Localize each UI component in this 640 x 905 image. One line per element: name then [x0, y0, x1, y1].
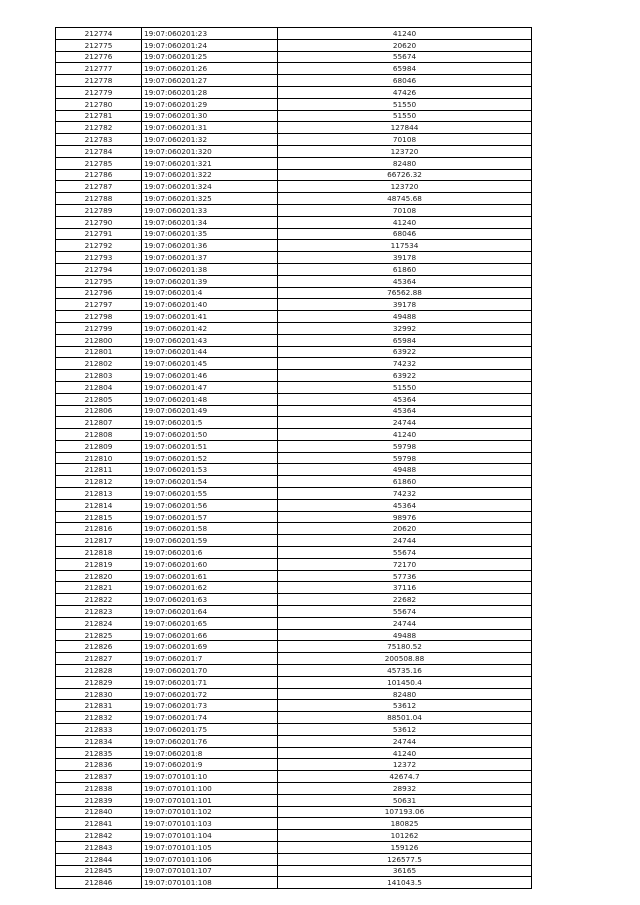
- table-row: [56, 735, 532, 747]
- row-number-cell: 212800: [56, 334, 142, 346]
- cadastral-number-cell: 19:07:070101:10: [142, 771, 278, 783]
- cadastral-number-cell: 19:07:060201:23: [142, 28, 278, 40]
- cadastral-value-table: [55, 27, 532, 889]
- cadastral-number-cell: 19:07:060201:4: [142, 287, 278, 299]
- table-row: [56, 263, 532, 275]
- row-number-cell: 212838: [56, 783, 142, 795]
- table-row: [56, 570, 532, 582]
- value-cell: 55674: [278, 547, 532, 559]
- cadastral-number-cell: 19:07:060201:35: [142, 228, 278, 240]
- value-cell: 75180.52: [278, 641, 532, 653]
- cadastral-number-cell: 19:07:060201:9: [142, 759, 278, 771]
- cadastral-number-cell: 19:07:060201:70: [142, 665, 278, 677]
- value-cell: 51550: [278, 381, 532, 393]
- cadastral-number-cell: 19:07:060201:64: [142, 606, 278, 618]
- table-row: [56, 228, 532, 240]
- cadastral-number-cell: 19:07:060201:24: [142, 39, 278, 51]
- cadastral-number-cell: 19:07:060201:27: [142, 75, 278, 87]
- value-cell: 76562.88: [278, 287, 532, 299]
- row-number-cell: 212778: [56, 75, 142, 87]
- row-number-cell: 212844: [56, 853, 142, 865]
- row-number-cell: 212812: [56, 476, 142, 488]
- cadastral-number-cell: 19:07:060201:56: [142, 499, 278, 511]
- table-row: [56, 665, 532, 677]
- cadastral-number-cell: 19:07:060201:42: [142, 322, 278, 334]
- cadastral-number-cell: 19:07:060201:45: [142, 358, 278, 370]
- value-cell: 20620: [278, 39, 532, 51]
- cadastral-number-cell: 19:07:070101:108: [142, 877, 278, 889]
- table-row: [56, 535, 532, 547]
- table-row: [56, 688, 532, 700]
- cadastral-number-cell: 19:07:060201:48: [142, 393, 278, 405]
- value-cell: 24744: [278, 735, 532, 747]
- table-row: [56, 63, 532, 75]
- value-cell: 20620: [278, 523, 532, 535]
- value-cell: 41240: [278, 28, 532, 40]
- row-number-cell: 212802: [56, 358, 142, 370]
- cadastral-number-cell: 19:07:060201:53: [142, 464, 278, 476]
- value-cell: 61860: [278, 263, 532, 275]
- table-row: [56, 582, 532, 594]
- value-cell: 24744: [278, 535, 532, 547]
- cadastral-number-cell: 19:07:060201:47: [142, 381, 278, 393]
- table-row: [56, 794, 532, 806]
- row-number-cell: 212832: [56, 712, 142, 724]
- value-cell: 200508.88: [278, 653, 532, 665]
- table-row: [56, 51, 532, 63]
- value-cell: 101450.4: [278, 676, 532, 688]
- value-cell: 37116: [278, 582, 532, 594]
- cadastral-number-cell: 19:07:060201:25: [142, 51, 278, 63]
- value-cell: 61860: [278, 476, 532, 488]
- value-cell: 45364: [278, 499, 532, 511]
- value-cell: 68046: [278, 75, 532, 87]
- value-cell: 24744: [278, 617, 532, 629]
- row-number-cell: 212834: [56, 735, 142, 747]
- cadastral-number-cell: 19:07:060201:32: [142, 134, 278, 146]
- row-number-cell: 212787: [56, 181, 142, 193]
- row-number-cell: 212801: [56, 346, 142, 358]
- cadastral-number-cell: 19:07:060201:61: [142, 570, 278, 582]
- cadastral-number-cell: 19:07:060201:75: [142, 724, 278, 736]
- row-number-cell: 212798: [56, 311, 142, 323]
- table-row: [56, 216, 532, 228]
- value-cell: 51550: [278, 110, 532, 122]
- row-number-cell: 212806: [56, 405, 142, 417]
- value-cell: 49488: [278, 311, 532, 323]
- value-cell: 82480: [278, 688, 532, 700]
- cadastral-number-cell: 19:07:060201:74: [142, 712, 278, 724]
- cadastral-number-cell: 19:07:060201:31: [142, 122, 278, 134]
- row-number-cell: 212813: [56, 488, 142, 500]
- value-cell: 82480: [278, 157, 532, 169]
- table-row: [56, 275, 532, 287]
- row-number-cell: 212814: [56, 499, 142, 511]
- value-cell: 32992: [278, 322, 532, 334]
- value-cell: 180825: [278, 818, 532, 830]
- cadastral-number-cell: 19:07:060201:65: [142, 617, 278, 629]
- value-cell: 45364: [278, 393, 532, 405]
- cadastral-number-cell: 19:07:060201:76: [142, 735, 278, 747]
- cadastral-number-cell: 19:07:060201:30: [142, 110, 278, 122]
- cadastral-number-cell: 19:07:060201:73: [142, 700, 278, 712]
- cadastral-number-cell: 19:07:060201:322: [142, 169, 278, 181]
- row-number-cell: 212810: [56, 452, 142, 464]
- table-row: [56, 865, 532, 877]
- row-number-cell: 212784: [56, 145, 142, 157]
- table-row: [56, 405, 532, 417]
- cadastral-number-cell: 19:07:060201:33: [142, 204, 278, 216]
- row-number-cell: 212829: [56, 676, 142, 688]
- table-row: [56, 98, 532, 110]
- value-cell: 74232: [278, 358, 532, 370]
- cadastral-number-cell: 19:07:060201:72: [142, 688, 278, 700]
- value-cell: 74232: [278, 488, 532, 500]
- cadastral-number-cell: 19:07:060201:38: [142, 263, 278, 275]
- table-row: [56, 145, 532, 157]
- value-cell: 55674: [278, 51, 532, 63]
- row-number-cell: 212819: [56, 558, 142, 570]
- row-number-cell: 212818: [56, 547, 142, 559]
- row-number-cell: 212826: [56, 641, 142, 653]
- table-row: [56, 830, 532, 842]
- cadastral-number-cell: 19:07:070101:107: [142, 865, 278, 877]
- table-row: [56, 346, 532, 358]
- value-cell: 127844: [278, 122, 532, 134]
- table-row: [56, 381, 532, 393]
- row-number-cell: 212803: [56, 370, 142, 382]
- table-row: [56, 724, 532, 736]
- cadastral-number-cell: 19:07:070101:103: [142, 818, 278, 830]
- table-row: [56, 547, 532, 559]
- row-number-cell: 212841: [56, 818, 142, 830]
- cadastral-number-cell: 19:07:060201:41: [142, 311, 278, 323]
- cadastral-number-cell: 19:07:060201:55: [142, 488, 278, 500]
- row-number-cell: 212835: [56, 747, 142, 759]
- row-number-cell: 212831: [56, 700, 142, 712]
- row-number-cell: 212842: [56, 830, 142, 842]
- cadastral-number-cell: 19:07:060201:39: [142, 275, 278, 287]
- table-body: [56, 28, 532, 889]
- cadastral-number-cell: 19:07:060201:6: [142, 547, 278, 559]
- table-row: [56, 299, 532, 311]
- value-cell: 117534: [278, 240, 532, 252]
- row-number-cell: 212782: [56, 122, 142, 134]
- cadastral-number-cell: 19:07:060201:26: [142, 63, 278, 75]
- table-row: [56, 783, 532, 795]
- row-number-cell: 212817: [56, 535, 142, 547]
- table-row: [56, 841, 532, 853]
- row-number-cell: 212808: [56, 429, 142, 441]
- cadastral-number-cell: 19:07:060201:60: [142, 558, 278, 570]
- value-cell: 41240: [278, 747, 532, 759]
- cadastral-number-cell: 19:07:060201:324: [142, 181, 278, 193]
- row-number-cell: 212833: [56, 724, 142, 736]
- value-cell: 41240: [278, 216, 532, 228]
- cadastral-number-cell: 19:07:060201:320: [142, 145, 278, 157]
- value-cell: 41240: [278, 429, 532, 441]
- table-row: [56, 240, 532, 252]
- cadastral-number-cell: 19:07:060201:57: [142, 511, 278, 523]
- table-row: [56, 653, 532, 665]
- cadastral-number-cell: 19:07:060201:69: [142, 641, 278, 653]
- cadastral-number-cell: 19:07:070101:106: [142, 853, 278, 865]
- row-number-cell: 212774: [56, 28, 142, 40]
- value-cell: 65984: [278, 334, 532, 346]
- cadastral-number-cell: 19:07:060201:44: [142, 346, 278, 358]
- cadastral-number-cell: 19:07:060201:40: [142, 299, 278, 311]
- value-cell: 88501.04: [278, 712, 532, 724]
- cadastral-number-cell: 19:07:060201:54: [142, 476, 278, 488]
- row-number-cell: 212779: [56, 86, 142, 98]
- cadastral-number-cell: 19:07:060201:8: [142, 747, 278, 759]
- cadastral-number-cell: 19:07:070101:105: [142, 841, 278, 853]
- table-row: [56, 322, 532, 334]
- value-cell: 51550: [278, 98, 532, 110]
- table-row: [56, 523, 532, 535]
- value-cell: 22682: [278, 594, 532, 606]
- row-number-cell: 212788: [56, 193, 142, 205]
- value-cell: 159126: [278, 841, 532, 853]
- cadastral-number-cell: 19:07:060201:52: [142, 452, 278, 464]
- table-row: [56, 771, 532, 783]
- table-row: [56, 759, 532, 771]
- value-cell: 63922: [278, 346, 532, 358]
- table-row: [56, 877, 532, 889]
- value-cell: 53612: [278, 724, 532, 736]
- value-cell: 45364: [278, 405, 532, 417]
- table-row: [56, 204, 532, 216]
- row-number-cell: 212793: [56, 252, 142, 264]
- table-row: [56, 311, 532, 323]
- value-cell: 36165: [278, 865, 532, 877]
- row-number-cell: 212805: [56, 393, 142, 405]
- value-cell: 70108: [278, 134, 532, 146]
- cadastral-number-cell: 19:07:060201:36: [142, 240, 278, 252]
- row-number-cell: 212797: [56, 299, 142, 311]
- value-cell: 123720: [278, 181, 532, 193]
- table-row: [56, 464, 532, 476]
- cadastral-number-cell: 19:07:060201:51: [142, 440, 278, 452]
- table-row: [56, 629, 532, 641]
- value-cell: 68046: [278, 228, 532, 240]
- table-row: [56, 169, 532, 181]
- table-row: [56, 75, 532, 87]
- cadastral-number-cell: 19:07:060201:37: [142, 252, 278, 264]
- value-cell: 45735.16: [278, 665, 532, 677]
- value-cell: 72170: [278, 558, 532, 570]
- table-row: [56, 853, 532, 865]
- cadastral-number-cell: 19:07:060201:46: [142, 370, 278, 382]
- cadastral-number-cell: 19:07:060201:63: [142, 594, 278, 606]
- value-cell: 47426: [278, 86, 532, 98]
- table-row: [56, 700, 532, 712]
- value-cell: 39178: [278, 252, 532, 264]
- table-row: [56, 558, 532, 570]
- cadastral-number-cell: 19:07:060201:49: [142, 405, 278, 417]
- value-cell: 126577.5: [278, 853, 532, 865]
- row-number-cell: 212836: [56, 759, 142, 771]
- value-cell: 12372: [278, 759, 532, 771]
- value-cell: 101262: [278, 830, 532, 842]
- value-cell: 49488: [278, 629, 532, 641]
- row-number-cell: 212790: [56, 216, 142, 228]
- table-row: [56, 676, 532, 688]
- cadastral-number-cell: 19:07:060201:28: [142, 86, 278, 98]
- cadastral-number-cell: 19:07:060201:66: [142, 629, 278, 641]
- table-row: [56, 370, 532, 382]
- value-cell: 123720: [278, 145, 532, 157]
- cadastral-number-cell: 19:07:060201:7: [142, 653, 278, 665]
- row-number-cell: 212796: [56, 287, 142, 299]
- table-row: [56, 617, 532, 629]
- table-row: [56, 252, 532, 264]
- cadastral-number-cell: 19:07:060201:325: [142, 193, 278, 205]
- table-row: [56, 712, 532, 724]
- value-cell: 59798: [278, 452, 532, 464]
- value-cell: 39178: [278, 299, 532, 311]
- row-number-cell: 212804: [56, 381, 142, 393]
- row-number-cell: 212845: [56, 865, 142, 877]
- table-row: [56, 747, 532, 759]
- cadastral-number-cell: 19:07:060201:29: [142, 98, 278, 110]
- row-number-cell: 212795: [56, 275, 142, 287]
- table-row: [56, 28, 532, 40]
- value-cell: 70108: [278, 204, 532, 216]
- table-row: [56, 806, 532, 818]
- row-number-cell: 212828: [56, 665, 142, 677]
- row-number-cell: 212823: [56, 606, 142, 618]
- value-cell: 63922: [278, 370, 532, 382]
- cadastral-number-cell: 19:07:070101:102: [142, 806, 278, 818]
- row-number-cell: 212789: [56, 204, 142, 216]
- row-number-cell: 212792: [56, 240, 142, 252]
- row-number-cell: 212846: [56, 877, 142, 889]
- value-cell: 55674: [278, 606, 532, 618]
- cadastral-number-cell: 19:07:060201:62: [142, 582, 278, 594]
- cadastral-number-cell: 19:07:060201:34: [142, 216, 278, 228]
- value-cell: 49488: [278, 464, 532, 476]
- row-number-cell: 212837: [56, 771, 142, 783]
- value-cell: 57736: [278, 570, 532, 582]
- row-number-cell: 212785: [56, 157, 142, 169]
- table-row: [56, 452, 532, 464]
- value-cell: 45364: [278, 275, 532, 287]
- row-number-cell: 212839: [56, 794, 142, 806]
- cadastral-number-cell: 19:07:060201:43: [142, 334, 278, 346]
- table-row: [56, 393, 532, 405]
- row-number-cell: 212776: [56, 51, 142, 63]
- value-cell: 65984: [278, 63, 532, 75]
- row-number-cell: 212840: [56, 806, 142, 818]
- cadastral-number-cell: 19:07:070101:104: [142, 830, 278, 842]
- row-number-cell: 212816: [56, 523, 142, 535]
- row-number-cell: 212843: [56, 841, 142, 853]
- row-number-cell: 212824: [56, 617, 142, 629]
- row-number-cell: 212780: [56, 98, 142, 110]
- table-row: [56, 606, 532, 618]
- cadastral-number-cell: 19:07:060201:50: [142, 429, 278, 441]
- table-row: [56, 287, 532, 299]
- row-number-cell: 212794: [56, 263, 142, 275]
- row-number-cell: 212815: [56, 511, 142, 523]
- table-row: [56, 334, 532, 346]
- table-row: [56, 499, 532, 511]
- value-cell: 59798: [278, 440, 532, 452]
- table-row: [56, 417, 532, 429]
- row-number-cell: 212825: [56, 629, 142, 641]
- table-row: [56, 39, 532, 51]
- table-row: [56, 440, 532, 452]
- cadastral-number-cell: 19:07:060201:59: [142, 535, 278, 547]
- table-row: [56, 86, 532, 98]
- value-cell: 141043.5: [278, 877, 532, 889]
- table-row: [56, 181, 532, 193]
- row-number-cell: 212827: [56, 653, 142, 665]
- value-cell: 50631: [278, 794, 532, 806]
- value-cell: 98976: [278, 511, 532, 523]
- row-number-cell: 212791: [56, 228, 142, 240]
- row-number-cell: 212783: [56, 134, 142, 146]
- table-row: [56, 157, 532, 169]
- table-row: [56, 594, 532, 606]
- cadastral-number-cell: 19:07:070101:100: [142, 783, 278, 795]
- table-row: [56, 511, 532, 523]
- table-row: [56, 488, 532, 500]
- table-row: [56, 122, 532, 134]
- table-row: [56, 358, 532, 370]
- value-cell: 24744: [278, 417, 532, 429]
- row-number-cell: 212820: [56, 570, 142, 582]
- row-number-cell: 212830: [56, 688, 142, 700]
- row-number-cell: 212777: [56, 63, 142, 75]
- row-number-cell: 212799: [56, 322, 142, 334]
- row-number-cell: 212781: [56, 110, 142, 122]
- table-row: [56, 193, 532, 205]
- value-cell: 53612: [278, 700, 532, 712]
- table-row: [56, 641, 532, 653]
- table-row: [56, 134, 532, 146]
- row-number-cell: 212822: [56, 594, 142, 606]
- cadastral-number-cell: 19:07:060201:58: [142, 523, 278, 535]
- row-number-cell: 212807: [56, 417, 142, 429]
- cadastral-number-cell: 19:07:060201:321: [142, 157, 278, 169]
- row-number-cell: 212786: [56, 169, 142, 181]
- cadastral-number-cell: 19:07:070101:101: [142, 794, 278, 806]
- cadastral-number-cell: 19:07:060201:5: [142, 417, 278, 429]
- row-number-cell: 212811: [56, 464, 142, 476]
- value-cell: 107193.06: [278, 806, 532, 818]
- row-number-cell: 212809: [56, 440, 142, 452]
- value-cell: 28932: [278, 783, 532, 795]
- cadastral-number-cell: 19:07:060201:71: [142, 676, 278, 688]
- table-row: [56, 110, 532, 122]
- row-number-cell: 212821: [56, 582, 142, 594]
- table-row: [56, 476, 532, 488]
- table-row: [56, 818, 532, 830]
- value-cell: 66726.32: [278, 169, 532, 181]
- value-cell: 42674.7: [278, 771, 532, 783]
- table-row: [56, 429, 532, 441]
- row-number-cell: 212775: [56, 39, 142, 51]
- value-cell: 48745.68: [278, 193, 532, 205]
